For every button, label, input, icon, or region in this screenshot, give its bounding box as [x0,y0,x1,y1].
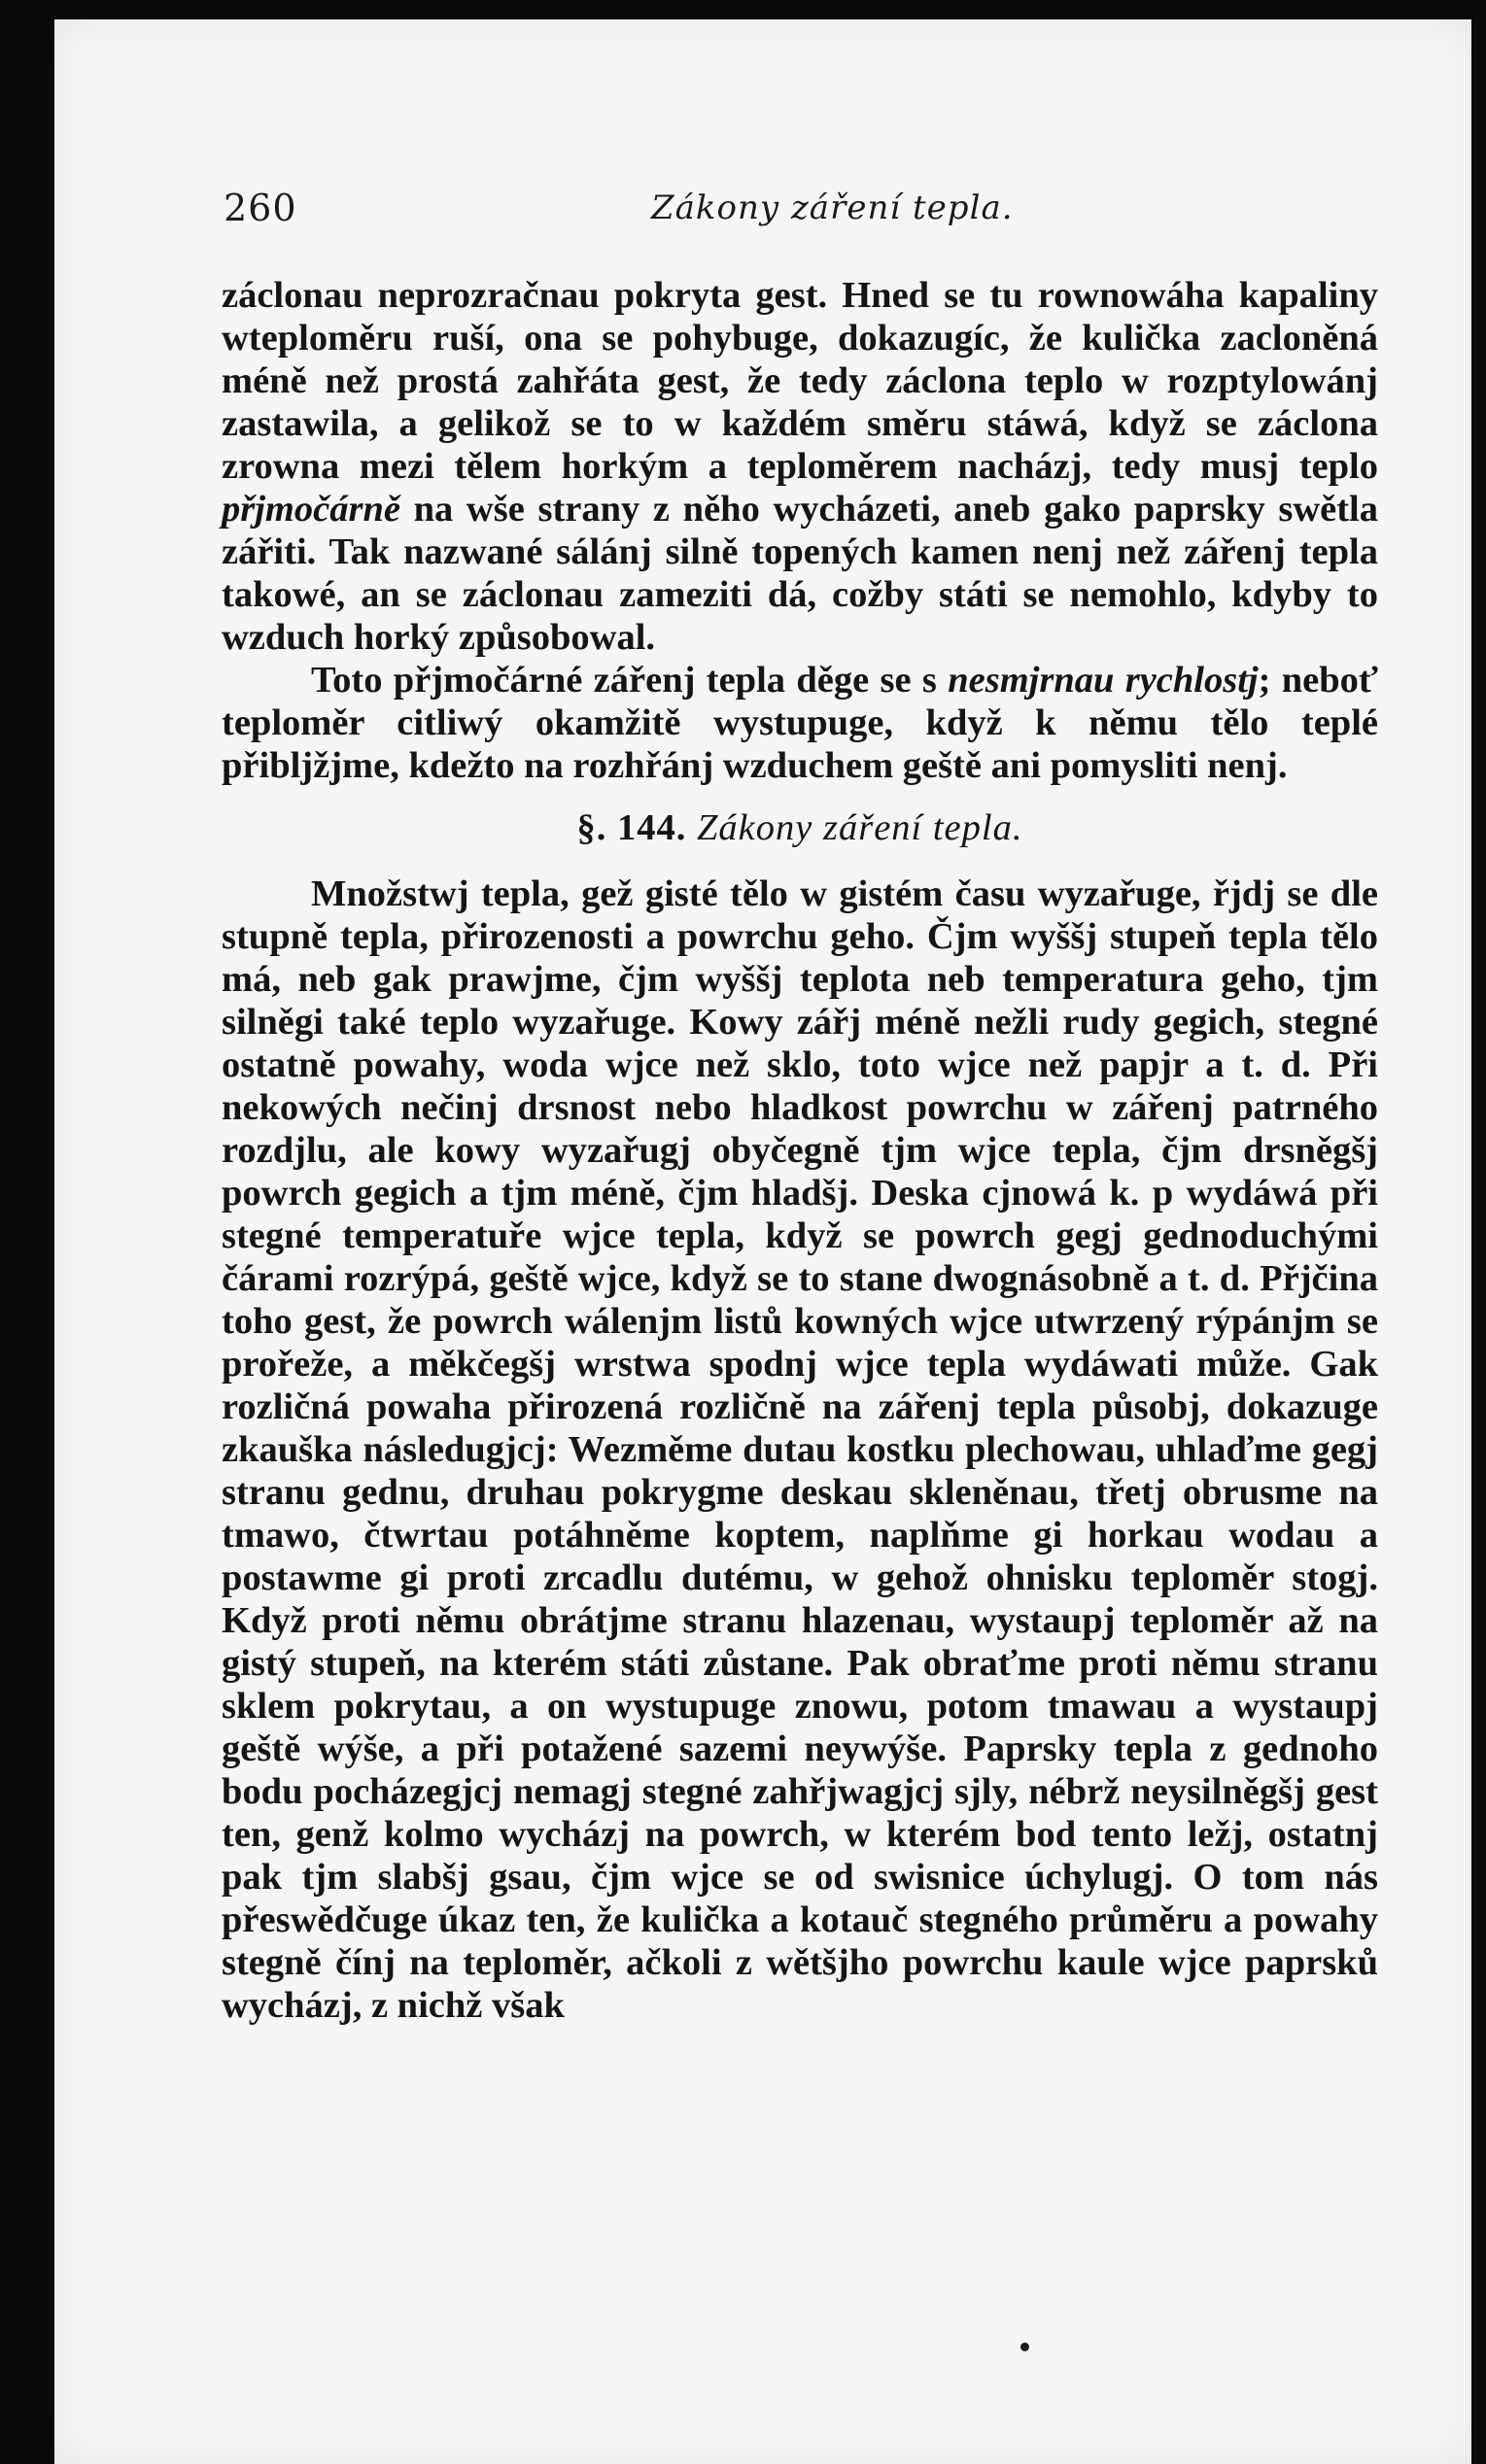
section-heading [222,806,1378,849]
paragraph-2-text-b: ; neboť teploměr citliwý okamžitě wystupuge, když k němu tělo teplé přibljžjme, kdežto na rozhřánj wzduchem geště ani pomysliti nenj. [222,660,1378,786]
paragraph-1-tail: na wše strany z něho wycházeti, aneb gako paprsky swětla zářiti. Tak nazwané sálánj silně topených kamen nenj než zářenj tepla takowé, an se záclonau zameziti dá, cožby státi se nemohlo, kdyby to wzduch horký způsobowal. [222,489,1378,658]
paragraph-1-text: záclonau neprozračnau pokryta gest. Hned se tu rownowáha kapaliny wteploměru ruší, ona se pohybuge, dokazugíc, že kulička zacloněná méně než prostá zahřáta gest, že tedy záclona teplo w rozptylowánj zastawila, a gelikož se to w každém směru stáwá, když se záclona zrowna mezi tělem horkým a teploměrem nacházj, tedy musj teplo [222,275,1378,487]
page-number: 260 [224,187,297,229]
page-body [222,274,1378,2027]
section-number: §. 144. [576,807,687,848]
running-head: Zákony záření tepla. [651,188,1014,227]
section-title: Zákony záření tepla. [697,807,1023,848]
paragraph-2-emphasis: nesmjrnau rychlostj [948,660,1259,701]
paragraph-2-text-a: Toto přjmočárné zářenj tepla děge se s [311,660,949,701]
paragraph-1 [222,274,1378,659]
paragraph-2 [222,659,1378,787]
paragraph-1-emphasis: přjmočárně [222,489,400,530]
stray-ink-dot [1020,2343,1029,2351]
paragraph-3: Množstwj tepla, gež gisté tělo w gistém času wyzařuge, řjdj se dle stupně tepla, přirozenosti a powrchu geho. Čjm wyššj stupeň tepla tělo má, neb gak prawjme, čjm wyššj teplota neb temperatura geho, tjm silněgi také teplo wyzařuge. Kowy zářj méně nežli rudy gegich, stegné ostatně powahy, woda wjce než sklo, toto wjce než papjr a t. d. Při nekowých nečinj drsnost nebo hladkost powrchu w zářenj patrného rozdjlu, ale kowy wyzařugj obyčegně tjm wjce tepla, čjm drsněgšj powrch gegich a tjm méně, čjm hladšj. Deska cjnowá k. p wydáwá při stegné temperatuře wjce tepla, když se powrch gegj gednoduchými čárami rozrýpá, geště wjce, když se to stane dwognásobně a t. d. Přjčina toho gest, že powrch wálenjm listů kowných wjce utwrzený rýpánjm se prořeže, a měkčegšj wrstwa spodnj wjce tepla wydáwati může. Gak rozličná powaha přirozená rozličně na zářenj tepla působj, dokazuge zkauška následugjcj: Wezměme dutau kostku plechowau, uhlaďme gegj stranu gednu, druhau pokrygme deskau skleněnau, třetj obrusme na tmawo, čtwrtau potáhněme koptem, naplňme gi horkau wodau a postawme gi proti zrcadlu dutému, w gehož ohnisku teploměr stogj. Když proti němu obrátjme stranu hlazenau, wystaupj teploměr až na gistý stupeň, na kterém státi zůstane. Pak obraťme proti němu stranu sklem pokrytau, a on wystupuge znowu, potom tmawau a wystaupj geště wýše, a při potažené sazemi neywýše. Paprsky tepla z gednoho bodu pocházegjcj nemagj stegné zahřjwagjcj sjly, nébrž neysilněgšj gest ten, genž kolmo wycházj na powrch, w kterém bod tento ležj, ostatnj pak tjm slabšj gsau, čjm wjce se od swisnice úchylugj. O tom nás přeswědčuge úkaz ten, že kulička a kotauč stegného průměru a powahy stegně čínj na teploměr, ačkoli z wětšjho powrchu kaule wjce paprsků wycházj, z nichž však [222,873,1378,2026]
